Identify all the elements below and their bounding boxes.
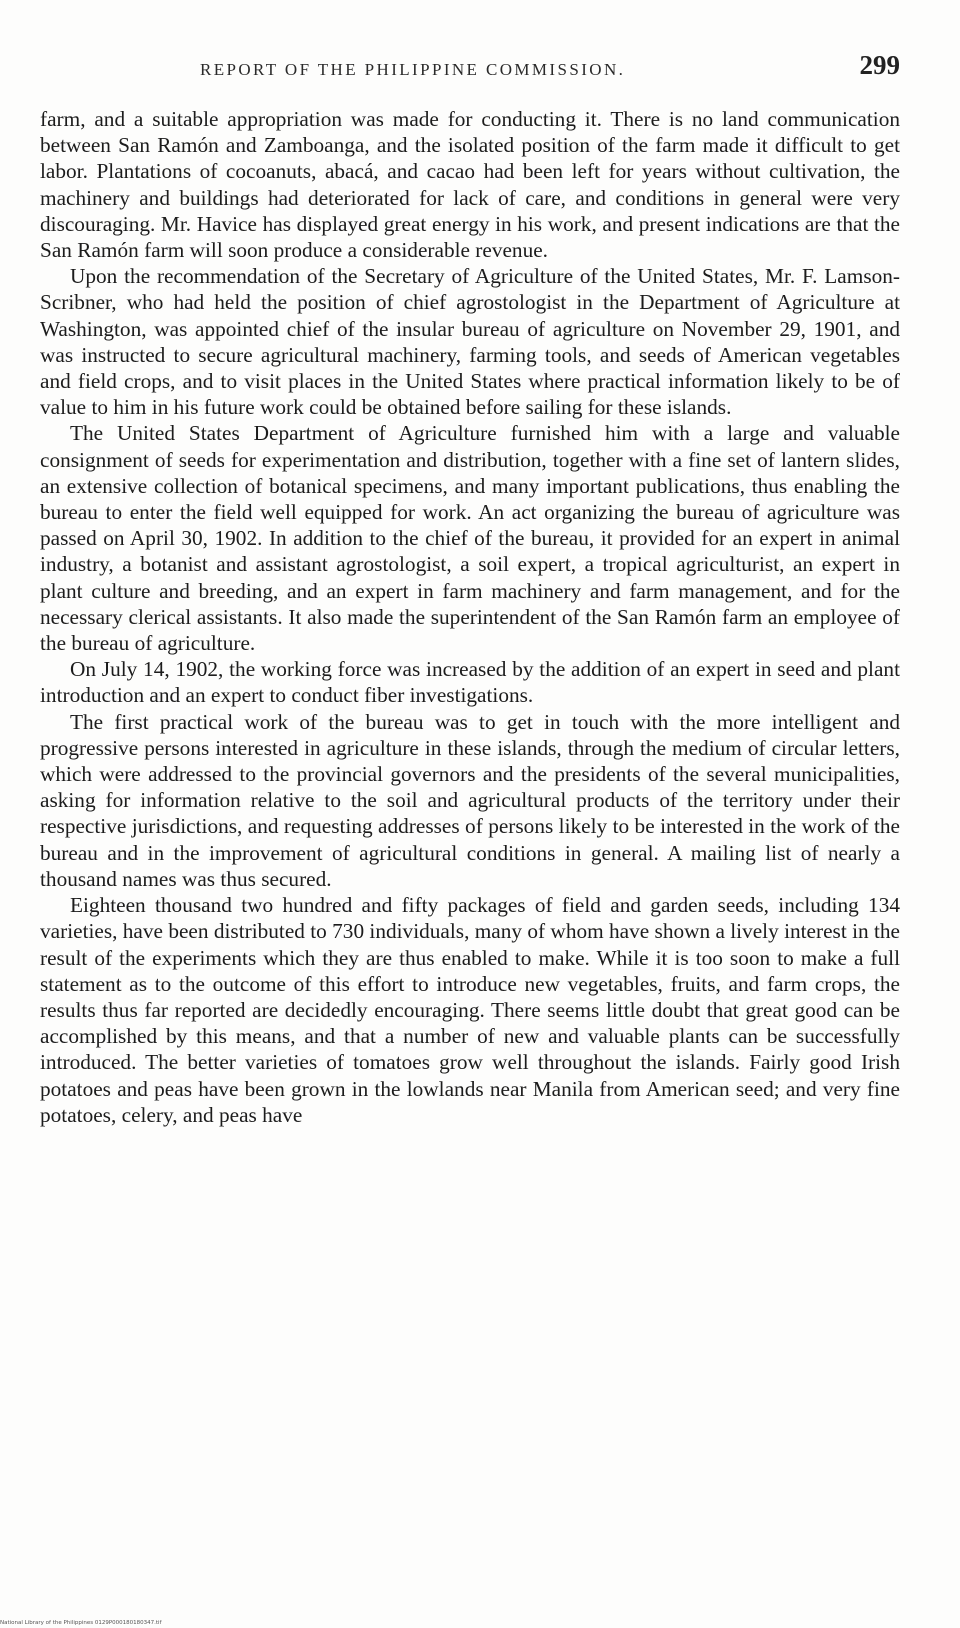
paragraph-working-force: On July 14, 1902, the working force was increased by the addition of an expert in seed and plant introduction and an expert to conduct fiber investigations. [40,657,900,708]
paragraph-circular-letters: The first practical work of the bureau was to get in touch with the more intelligent and progressive persons interested in agriculture in these islands, through the medium of circular letters, which were addressed to the provincial governors and the presidents of the several municipalities, asking for information relative to the soil and agricultural products of the territory under their respective jurisdictions, and requesting addresses of persons likely to be interested in the work of the bureau and in the improvement of agricultural conditions in general. A mailing list of nearly a thousand names was thus secured. [40,709,900,891]
paragraph-farm-continuation: farm, and a suitable appropriation was made for conducting it. There is no land communication between San Ramón and Zamboanga, and the isolated position of the farm made it difficult to get labor. Plantations of cocoanuts, abacá, and cacao had been left for years without cultivation, the machinery and buildings had deteriorated for lack of care, and conditions in general were very discouraging. Mr. Havice has displayed great energy in his work, and present indications are that the San Ramón farm will soon produce a considerable revenue. [40,107,900,263]
paragraph-bureau-organization: The United States Department of Agriculture furnished him with a large and valuable consignment of seeds for experimentation and distribution, together with a fine set of lantern slides, an extensive collection of botanical specimens, and many important publications, thus enabling the bureau to enter the field well equipped for work. An act organizing the bureau of agriculture was passed on April 30, 1902. In addition to the chief of the bureau, it provided for an expert in animal industry, a botanist and assistant agrostologist, a soil expert, a tropical agriculturist, an expert in plant culture and breeding, and an expert in farm machinery and farm management, and for the necessary clerical assistants. It also made the superintendent of the San Ramón farm an employee of the bureau of agriculture. [40,421,900,656]
body-text [40,106,900,1128]
paragraph-scribner-appointment: Upon the recommendation of the Secretary of Agriculture of the United States, Mr. F. Lamson-Scribner, who had held the position of chief agrostologist in the Department of Agriculture at Washington, was appointed chief of the insular bureau of agriculture on November 29, 1901, and was instructed to secure agricultural machinery, farming tools, and seeds of American vegetables and field crops, and to visit places in the United States where practical information likely to be of value to him in his future work could be obtained before sailing for these islands. [40,264,900,420]
running-title: REPORT OF THE PHILIPPINE COMMISSION. [200,60,626,79]
scan-footer: National Library of the Philippines 0129P000180180347.tif [0,1620,162,1626]
page-number: 299 [859,50,900,80]
running-header [40,48,900,88]
paragraph-seed-distribution: Eighteen thousand two hundred and fifty packages of field and garden seeds, including 134 varieties, have been distributed to 730 individuals, many of whom have shown a lively interest in the result of the experiments which they are thus enabled to make. While it is too soon to make a full statement as to the outcome of this effort to introduce new vegetables, fruits, and farm crops, the results thus far reported are decidedly encouraging. There seems little doubt that great good can be accomplished by this means, and that a number of new and valuable plants can be successfully introduced. The better varieties of tomatoes grow well throughout the islands. Fairly good Irish potatoes and peas have been grown in the lowlands near Manila from American seed; and very fine potatoes, celery, and peas have [40,893,900,1127]
